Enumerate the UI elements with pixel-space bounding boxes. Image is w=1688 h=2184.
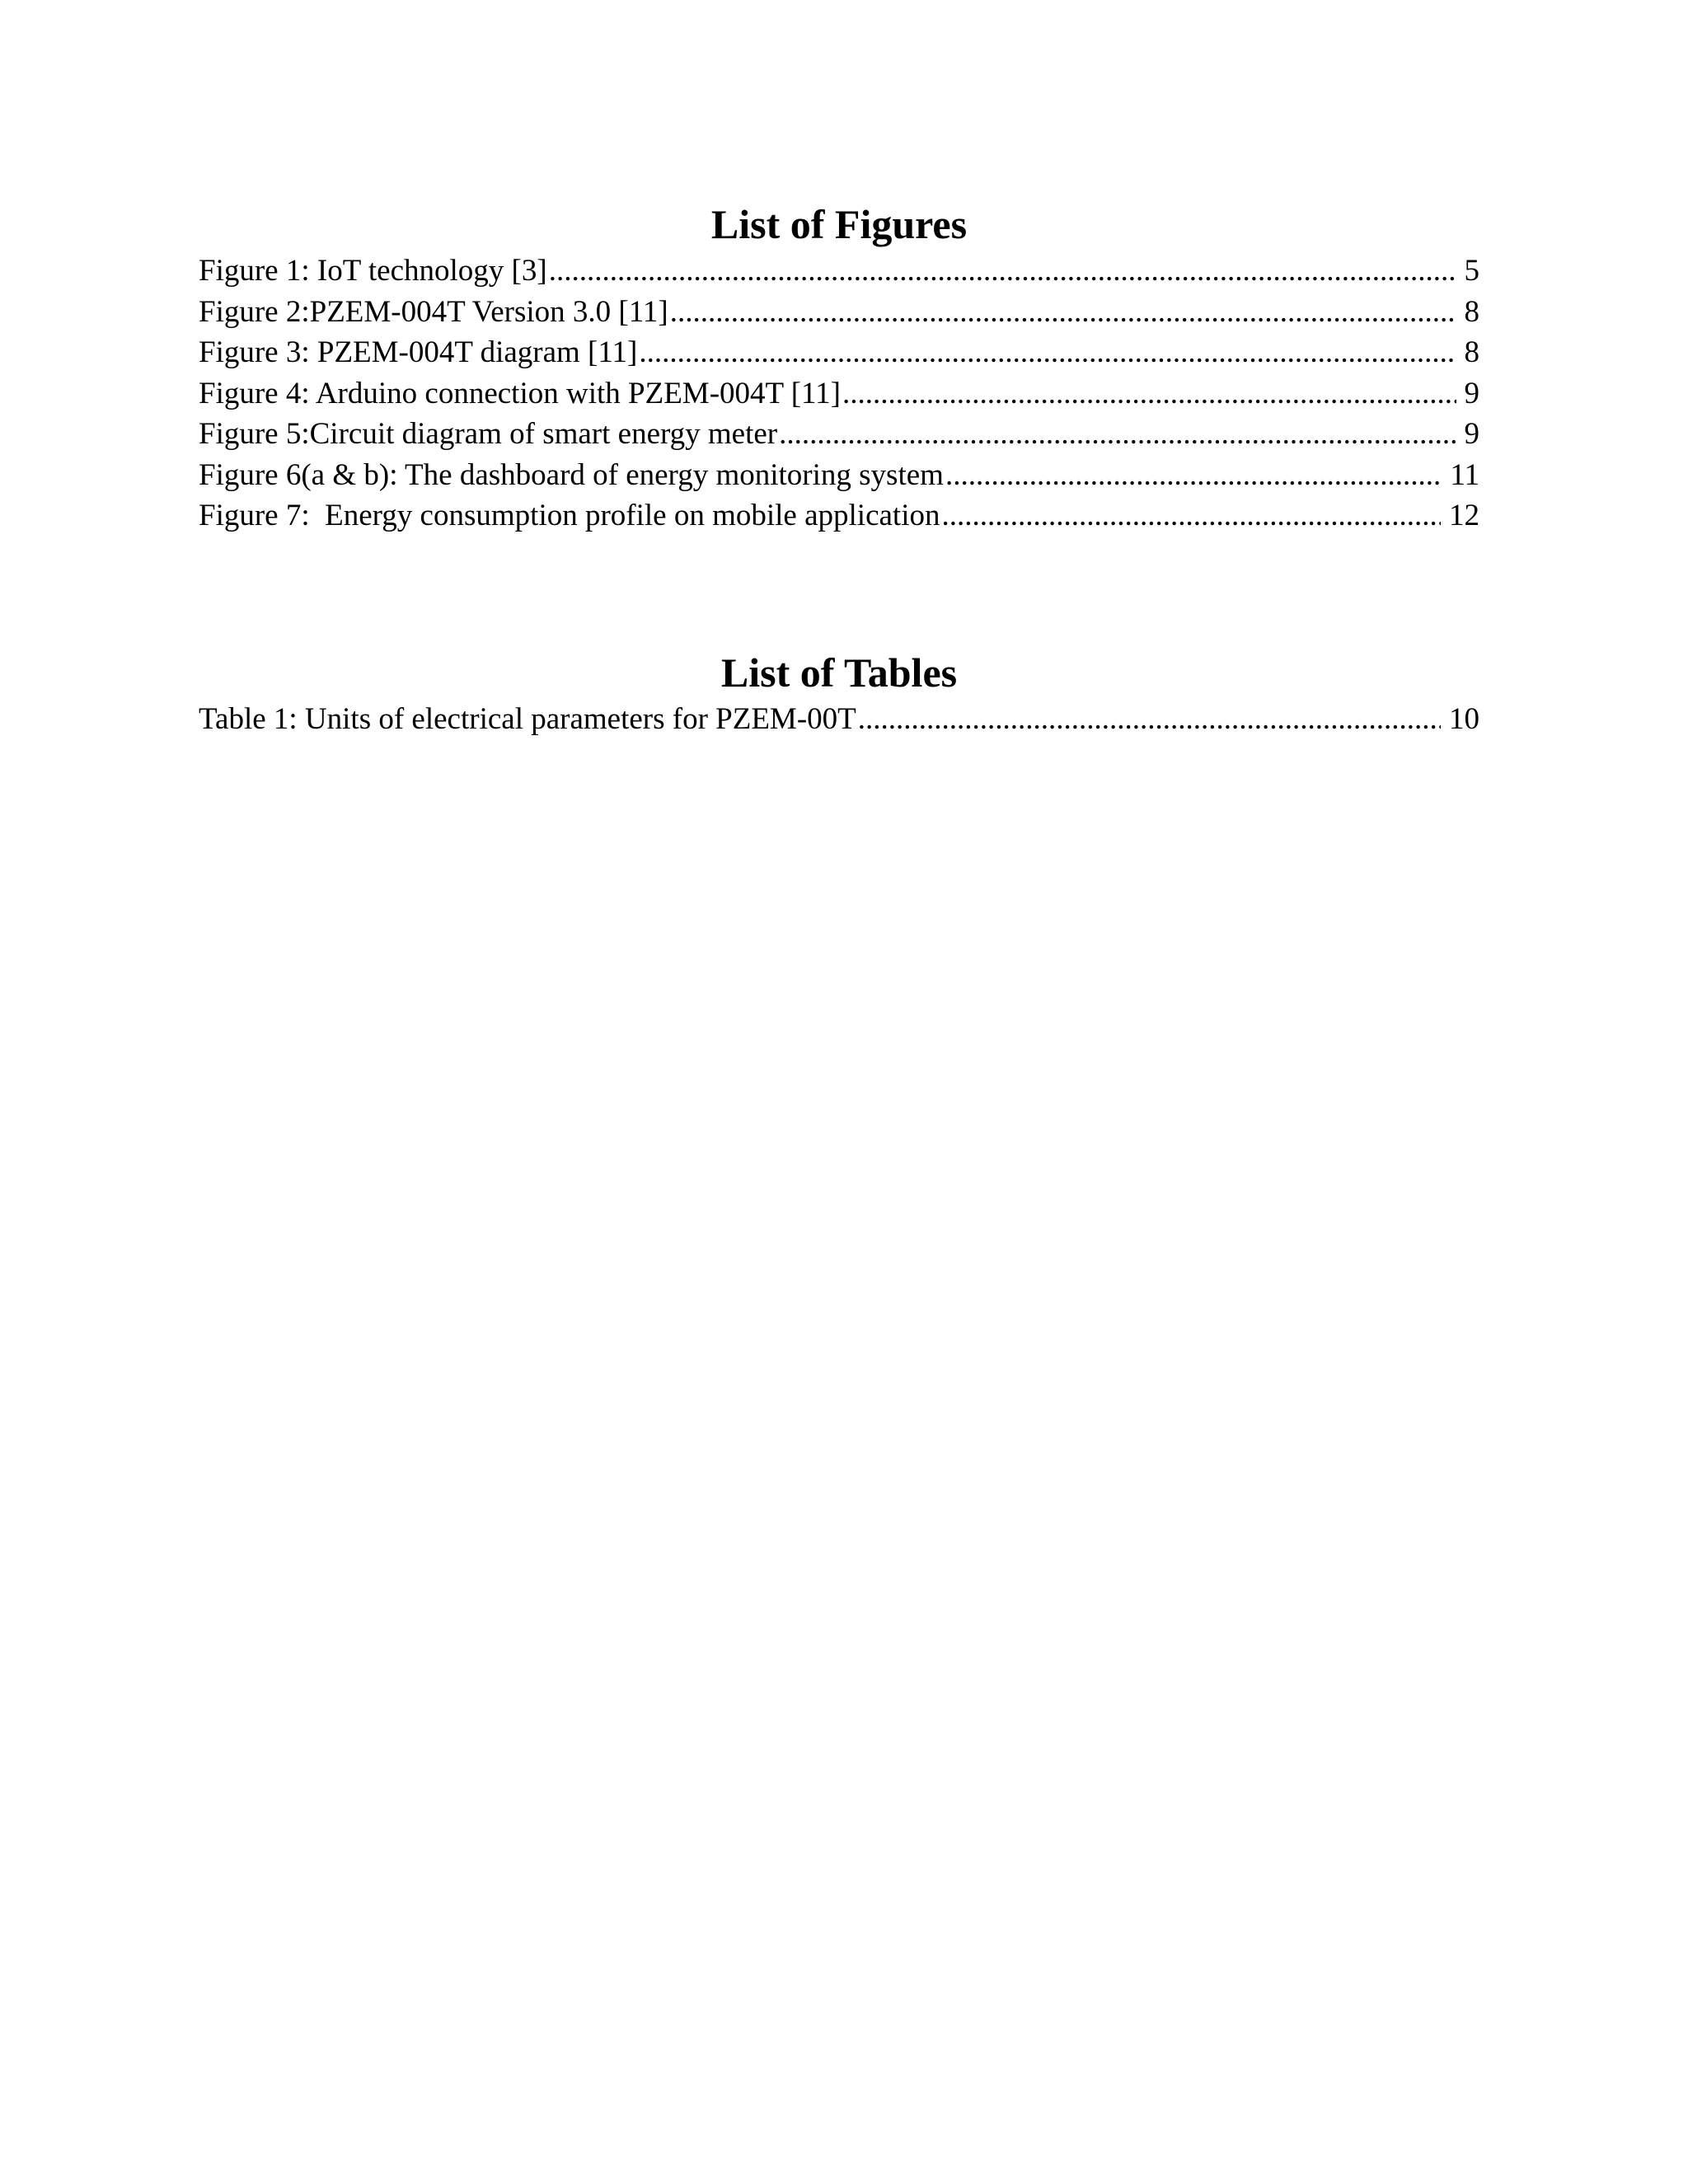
toc-entry-page-number: 12: [1449, 499, 1479, 532]
toc-entry-figure-3[interactable]: [199, 332, 1479, 373]
toc-entry-label: Figure 1: IoT technology [3]: [199, 254, 547, 288]
dot-leader: [940, 495, 1442, 537]
toc-entry-label: Figure 6(a & b): The dashboard of energy monitoring system: [199, 457, 944, 492]
dot-leader: [668, 292, 1456, 333]
toc-entry-page-number: 9: [1464, 417, 1479, 451]
toc-entry-label: Figure 7: Energy consumption profile on mobile application: [199, 499, 940, 532]
dot-leader: [856, 699, 1441, 740]
dot-leader: [637, 332, 1456, 373]
dot-leader: [777, 414, 1456, 455]
dot-leader: [944, 455, 1442, 496]
list-of-figures: [199, 251, 1479, 537]
toc-entry-label: Figure 4: Arduino connection with PZEM-004T [11]: [199, 376, 841, 410]
toc-entry-page-number: 5: [1464, 254, 1479, 288]
toc-entry-figure-7[interactable]: [199, 495, 1479, 537]
toc-entry-page-number: 9: [1464, 376, 1479, 410]
toc-entry-figure-6[interactable]: [199, 455, 1479, 496]
toc-entry-page-number: 11: [1450, 457, 1479, 492]
toc-entry-label: Table 1: Units of electrical parameters for PZEM-00T: [199, 702, 856, 736]
toc-entry-figure-2[interactable]: [199, 292, 1479, 333]
toc-entry-figure-5[interactable]: [199, 414, 1479, 455]
toc-entry-figure-1[interactable]: [199, 251, 1479, 292]
list-of-tables-heading: List of Tables: [720, 649, 958, 696]
dot-leader: [547, 251, 1456, 292]
toc-entry-label: Figure 2:PZEM-004T Version 3.0 [11]: [199, 294, 668, 329]
toc-entry-table-1[interactable]: [199, 699, 1479, 740]
toc-entry-page-number: 8: [1464, 294, 1479, 329]
toc-entry-figure-4[interactable]: [199, 373, 1479, 415]
toc-entry-label: Figure 5:Circuit diagram of smart energy meter: [199, 417, 778, 451]
toc-entry-page-number: 8: [1464, 335, 1479, 369]
dot-leader: [841, 373, 1456, 415]
toc-entry-page-number: 10: [1449, 702, 1479, 736]
toc-entry-label: Figure 3: PZEM-004T diagram [11]: [199, 335, 638, 369]
list-of-tables: [199, 699, 1479, 740]
list-of-figures-heading: List of Figures: [710, 201, 968, 247]
